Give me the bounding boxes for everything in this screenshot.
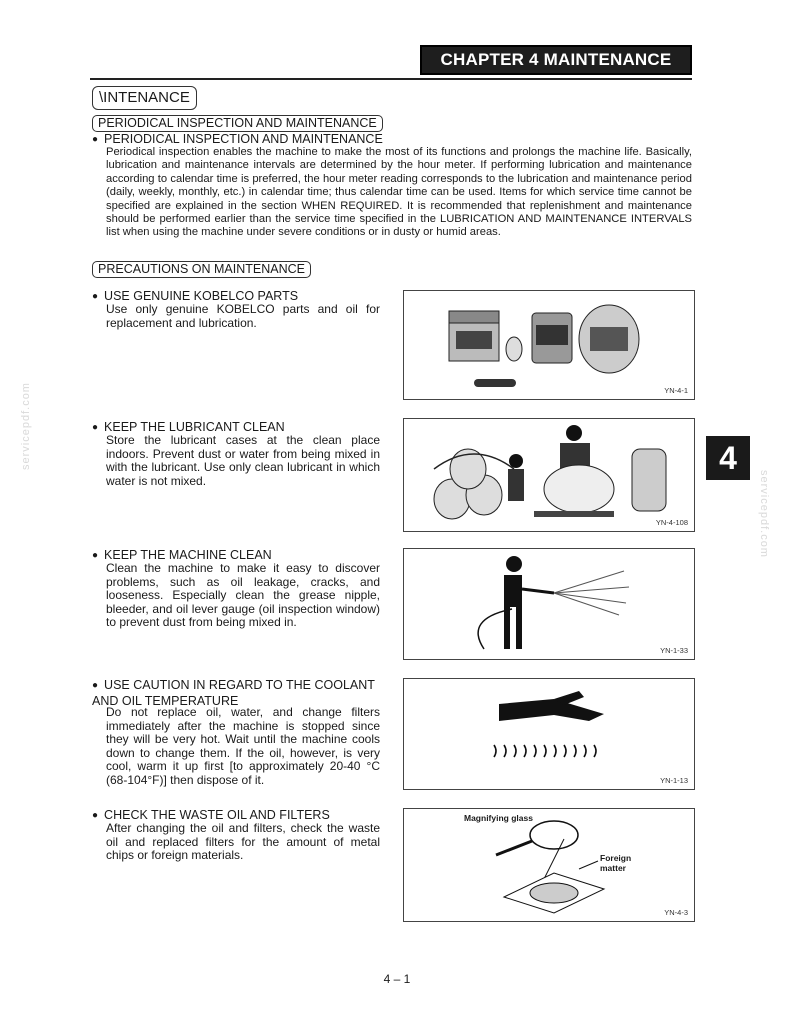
item-heading-coolant-temp: ● USE CAUTION IN REGARD TO THE COOLANT AND OIL TEMPERATURE <box>92 678 382 708</box>
precautions-box-label: PRECAUTIONS ON MAINTENANCE <box>92 261 311 278</box>
figure-genuine-parts <box>403 290 695 400</box>
figure-coolant-temp <box>403 678 695 790</box>
figure-machine-clean <box>403 548 695 660</box>
page-number: 4 – 1 <box>383 972 411 986</box>
washer-illustration <box>404 549 694 659</box>
chapter-tab: 4 <box>706 436 750 480</box>
item-heading-waste-oil: ● CHECK THE WASTE OIL AND FILTERS <box>92 808 330 824</box>
hot-hand-illustration <box>404 679 694 789</box>
section-title: \INTENANCE <box>92 86 197 110</box>
item-body-lubricant-clean: Store the lubricant cases at the clean place indoors. Prevent dust or water from being mixed in with the lubricant. Use only clean lubricant in which water is not mixed. <box>106 433 380 488</box>
watermark-right: servicepdf.com <box>758 470 770 558</box>
label-magnifying-glass: Magnifying glass <box>464 813 533 823</box>
figure-waste-oil <box>403 808 695 922</box>
header-rule <box>90 78 692 80</box>
figure-code-lubricant-clean: YN-4-108 <box>655 518 688 527</box>
magnifier-illustration <box>404 809 694 921</box>
periodical-bullet-heading: ● PERIODICAL INSPECTION AND MAINTENANCE <box>92 132 383 148</box>
figure-code-machine-clean: YN-1-33 <box>660 646 688 655</box>
item-body-waste-oil: After changing the oil and filters, check the waste oil and replaced filters for the amount of metal chips or foreign materials. <box>106 821 380 863</box>
watermark-left: servicepdf.com <box>20 382 32 470</box>
item-body-coolant-temp: Do not replace oil, water, and change filters immediately after the machine is stopped since they will be very hot. Wait until the machine cools down to change them. If the oil, however, is very cool, warm it up first [to approximately 20-40 °C (68-104°F)] then dispose of it. <box>106 705 380 787</box>
label-foreign-matter: Foreign matter <box>600 853 632 873</box>
item-heading-lubricant-clean: ● KEEP THE LUBRICANT CLEAN <box>92 420 285 436</box>
periodical-text: Periodical inspection enables the machine to make the most of its functions and prolongs the machine life. Basically, lubrication and maintenance intervals are determined by the hour meter. If performing lubrication and maintenance according to calendar time is preferred, the hour meter reading corresponds to the lubrication and maintenance period (daily, weekly, monthly, etc.) in calendar time; thus calendar time can be used. Items for which service time cannot be specified are explained in the section WHEN REQUIRED. It is recommended that replenishment and maintenance should be performed earlier than the service time specified in the LUBRICATION AND MAINTENANCE INTERVALS list when using the machine under severe conditions or in dusty or humid areas. <box>106 146 692 239</box>
item-heading-genuine-parts: ● USE GENUINE KOBELCO PARTS <box>92 289 298 305</box>
figure-code-waste-oil: YN-4-3 <box>664 908 688 917</box>
figure-lubricant-clean <box>403 418 695 532</box>
periodical-box-label: PERIODICAL INSPECTION AND MAINTENANCE <box>92 115 383 132</box>
item-body-genuine-parts: Use only genuine KOBELCO parts and oil for replacement and lubrication. <box>106 302 380 330</box>
parts-illustration <box>404 291 694 399</box>
drums-illustration <box>404 419 694 531</box>
figure-code-genuine-parts: YN-4-1 <box>664 386 688 395</box>
figure-code-coolant-temp: YN-1-13 <box>660 776 688 785</box>
item-heading-machine-clean: ● KEEP THE MACHINE CLEAN <box>92 548 272 564</box>
chapter-title: CHAPTER 4 MAINTENANCE <box>420 45 692 75</box>
item-body-machine-clean: Clean the machine to make it easy to discover problems, such as oil leakage, cracks, and looseness. Especially clean the grease nipple, bleeder, and oil lever gauge (oil inspection window) to prevent dust from being mixed in. <box>106 561 380 630</box>
